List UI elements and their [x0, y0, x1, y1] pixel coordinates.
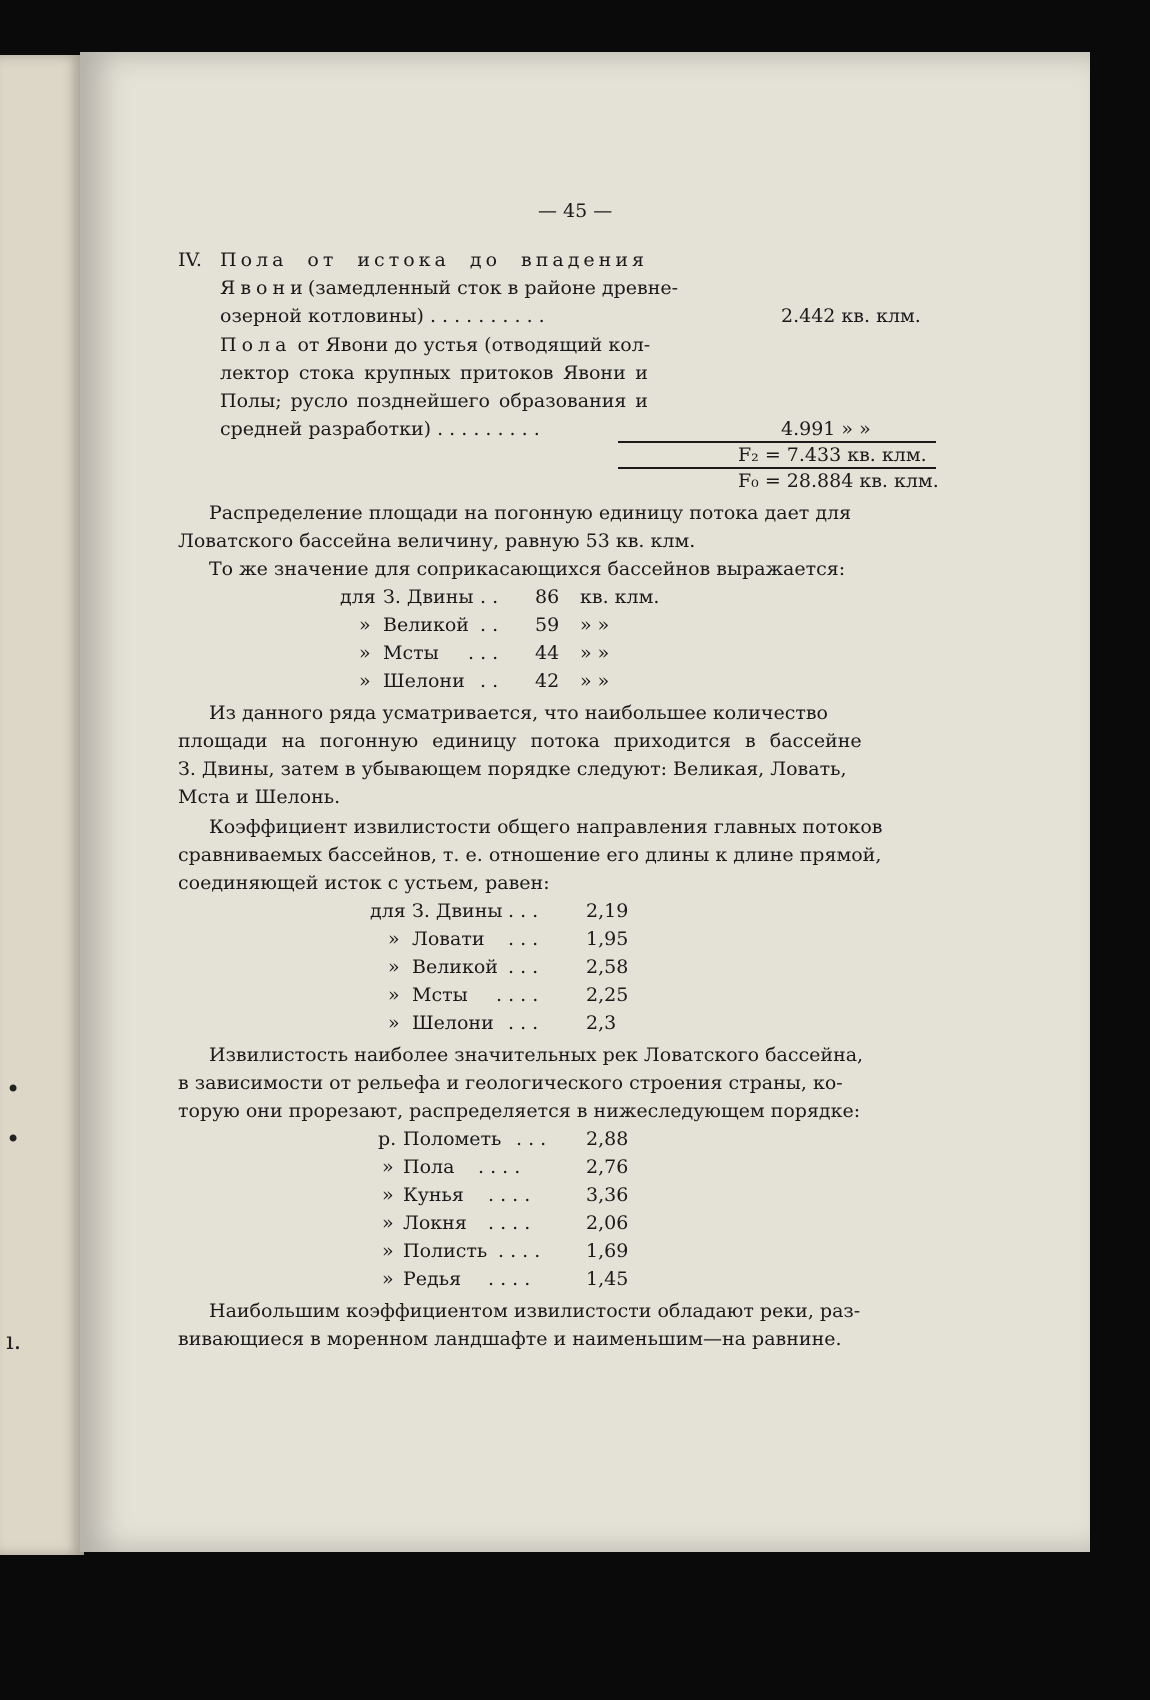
para3-line1: Коэффициент извилистости общего направления главных потоков [209, 816, 883, 838]
book-page: — 45 — IV. Пола от истока до впадения Явони(замедленный сток в районе древне- озерной котловины) . . . . . . . . . . 2.442 кв. клм. Пола от Явони до устья (отводящий кол- лектор стока крупных притоков Явони и Полы; русло позднейшего образования и средней разработки) . . . . . . . . . 4.991 » » F₂ = 7.433 кв. клм. F₀ = 28.884 кв. клм. Распределение площади на погонную единицу потока дает для Ловатского бассейна величину, равную 53 кв. клм. То же значение для соприкасающихся бассейнов выражается: для З. Двины . . 86 кв. клм. » Великой . . 59 » » » Мсты . . . 44 » » » Шелони . . 42 » » Из данного ряда усматривается, что наибольшее количество площади на погонную единицу потока приходится в бассейне З. Двины, затем в убывающем порядке следуют: Великая, Ловать, Мста и Шелонь. Коэффициент извилистости общего направления главных потоков сравниваемых бассейнов, т. е. отношение его длины к длине прямой, соединяющей исток с устьем, равен: для З. Двины . . . 2,19 » Ловати . . . 1,95 » Великой . . . 2,58 » Мсты . . . . 2,25 » Шелони . . . 2,3 Извилистость наиболее значительных рек Ловатского бассейна, в зависимости от рельефа и геологического строения страны, ко- торую они прорезают, распределяется в нижеследующем порядке: р. Полометь . . . 2,88 » Пола . . . . 2,76 » Кунья . . . . 3,36 » Локня . . . . 2,06 » Полисть . . . . 1,69 » Редья . . . . 1,45 Наибольшим коэффициентом извилистости обладают реки, раз- вивающиеся в моренном ландшафте и наименьшим—на равнине. [80, 52, 1090, 1552]
section-iv-line1: Пола от истока до впадения [220, 249, 648, 271]
para4-line2: в зависимости от рельефа и геологического строения страны, ко- [178, 1072, 843, 1094]
section-iv-line6: Полы; русло позднейшего образования и [220, 390, 648, 412]
para2-line1: Из данного ряда усматривается, что наибольшее количество [209, 702, 828, 724]
para5-line1: Наибольшим коэффициентом извилистости обладают реки, раз- [209, 1300, 861, 1322]
para2-line3: З. Двины, затем в убывающем порядке следуют: Великая, Ловать, [178, 758, 847, 780]
page-number: — 45 — [538, 200, 613, 222]
left-page-mark: • [6, 1075, 21, 1103]
para4-line1: Извилистость наиболее значительных рек Ловатского бассейна, [209, 1044, 864, 1066]
para2-line4: Мста и Шелонь. [178, 786, 341, 808]
para1-line1: Распределение площади на погонную единицу потока дает для [209, 502, 852, 524]
section-iv-line5: лектор стока крупных притоков Явони и [220, 362, 648, 384]
section-iv-line3: озерной котловины) . . . . . . . . . . [220, 305, 545, 327]
para4-line3: торую они прорезают, распределяется в нижеследующем порядке: [178, 1100, 861, 1122]
f0-total: F₀ = 28.884 кв. клм. [738, 470, 939, 492]
para2-line2: площади на погонную единицу потока приходится в бассейне [178, 730, 862, 752]
left-page-mark: ı. [6, 1327, 22, 1355]
f2-total: F₂ = 7.433 кв. клм. [738, 444, 927, 466]
left-page-edge [0, 55, 84, 1555]
para3-line2: сравниваемых бассейнов, т. е. отношение его длины к длине прямой, [178, 844, 882, 866]
section-iv-line4: Пола от Явони до устья (отводящий кол- [220, 334, 651, 356]
area-value-2: 4.991 » » [781, 418, 871, 440]
section-iv-number: IV. [178, 249, 202, 271]
area-value-1: 2.442 кв. клм. [781, 305, 921, 327]
left-page-mark: • [6, 1125, 21, 1153]
para1-line2: Ловатского бассейна величину, равную 53 кв. клм. [178, 530, 696, 552]
para1-line3: То же значение для соприкасающихся бассейнов выражается: [209, 558, 846, 580]
section-iv-line2: Явони(замедленный сток в районе древне- [220, 277, 679, 299]
para3-line3: соединяющей исток с устьем, равен: [178, 872, 550, 894]
section-iv-line7: средней разработки) . . . . . . . . . [220, 418, 540, 440]
para5-line2: вивающиеся в моренном ландшафте и наименьшим—на равнине. [178, 1328, 842, 1350]
